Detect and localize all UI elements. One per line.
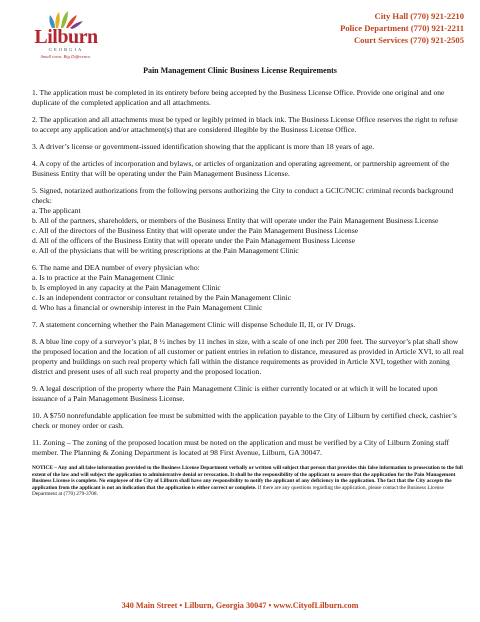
requirement-6-c: c. Is an independent contractor or consultant retained by the Pain Management Clinic [32, 293, 292, 302]
requirement-11: 11. Zoning – The zoning of the proposed location must be noted on the application and must be verified by a City of Lilburn Zoning staff member. The Planning & Zoning Department is located at 98 First Avenue, Lilburn, GA 30047. [32, 438, 450, 457]
requirement-5-e: e. All of the physicians that will be writing prescriptions at the Pain Management Clinic [32, 246, 299, 255]
requirement-6-a: a. Is to practice at the Pain Management Clinic [32, 273, 175, 282]
requirement-5-c: c. All of the directors of the Business Entity that will operate under the Pain Management Business License [32, 226, 359, 235]
contact-block [340, 10, 464, 47]
notice-contact-text: If there are any questions regarding the application, please contact the Business License Department at (770) 279-3708. [32, 484, 444, 498]
requirement-6-intro: 6. The name and DEA number of every physician who: [32, 263, 200, 272]
lilburn-logo [30, 10, 102, 64]
requirement-1: 1. The application must be completed in its entirety before being accepted by the Business License Office. Provide one original and one duplicate of the completed application and all attachments. [32, 88, 445, 107]
requirement-3: 3. A driver’s license or government-issued identification showing that the applicant is more than 18 years of age. [32, 142, 375, 151]
logo-wordmark: Lilburn [34, 26, 98, 48]
notice-bold-text: NOTICE – Any and all false information provided to the Business License Department verbally or written will subject that person that provides this false information to prosecution to the full extent of the law and will subject the application to administrative denial or revocation. It shall be the responsibility of the applicant to assure that the application for the Pain Management Business License is complete. No employee of the City of Lilburn shall have any responsibility to notify the applicant of any deficiency in the application. The fact that the City accepts the application from the applicant is not an indication that the application is either correct or complete. [32, 465, 463, 491]
contact-court: Court Services (770) 921-2505 [353, 35, 464, 46]
requirement-6-b: b. Is employed in any capacity at the Pain Management Clinic [32, 283, 221, 292]
notice-paragraph [32, 465, 465, 498]
footer-address: 340 Main Street • Lilburn, Georgia 30047 • www.CityofLilburn.com [121, 601, 359, 610]
requirement-6-d: d. Who has a financial or ownership interest in the Pain Management Clinic [32, 303, 263, 312]
contact-city-hall: City Hall (770) 921-2210 [374, 11, 464, 21]
requirement-10: 10. A $750 nonrefundable application fee must be submitted with the application payable to the City of Lilburn by certified check, cashier’s check or money order or cash. [32, 411, 457, 430]
requirement-7: 7. A statement concerning whether the Pain Management Clinic will dispense Schedule II, II, or IV Drugs. [32, 320, 356, 329]
contact-police: Police Department (770) 921-2211 [340, 23, 464, 34]
requirement-8: 8. A blue line copy of a surveyor’s plat, 8 ½ inches by 11 inches in size, with a scale of one inch per 200 feet. The surveyor’s plat shall show the proposed location and the location of all customer or patient entries in relation to distance, measured as provided in Article XVI, to all real property and buildings on such real property which fall within the distance requirements as provided in Article XVI, together with zoning district and present uses of all such real property and the proposed location. [32, 337, 464, 376]
requirement-5 [32, 186, 465, 256]
requirement-5-a: a. The applicant [32, 206, 81, 215]
requirement-5-intro: 5. Signed, notarized authorizations from the following persons authorizing the City to conduct a GCIC/NCIC criminal records background check: [32, 186, 454, 205]
logo-state: GEORGIA [48, 47, 84, 52]
requirement-5-b: b. All of the partners, shareholders, or members of the Business Entity that will operate under the Pain Management Business License [32, 216, 439, 225]
requirement-6 [32, 263, 465, 313]
requirements-list [32, 88, 465, 505]
requirement-4: 4. A copy of the articles of incorporation and bylaws, or articles of organization and operating agreement, or partnership agreement of the Business Entity that will be operating under the Pain Management Business License. [32, 159, 450, 178]
requirement-2: 2. The application and all attachments must be typed or legibly printed in black ink. The Business License Office reserves the right to refuse to accept any application and/or attachment(s) that are considered illegible by the Business License Office. [32, 115, 458, 134]
page-title: Pain Management Clinic Business License Requirements [143, 66, 337, 75]
logo-tagline: Small town. Big Difference. [40, 54, 92, 59]
requirement-9: 9. A legal description of the property where the Pain Management Clinic is either currently located or at which it will be located upon issuance of a Pain Management Business License. [32, 384, 438, 403]
requirement-5-d: d. All of the officers of the Business Entity that will operate under the Pain Management Business License [32, 236, 355, 245]
